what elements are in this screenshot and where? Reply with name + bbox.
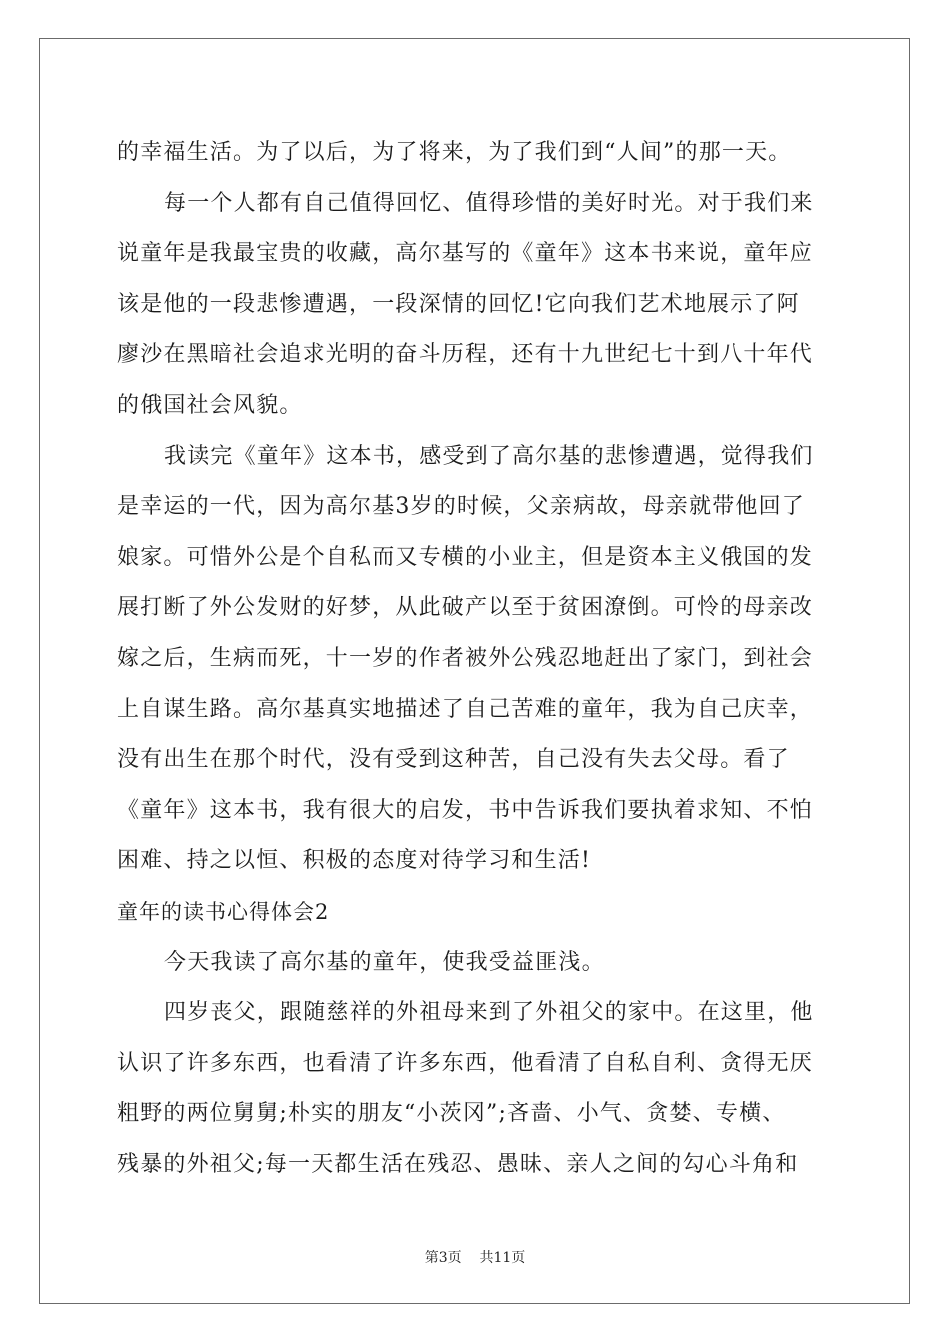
text-line: 残暴的外祖父;每一天都生活在残忍、愚昧、亲人之间的勾心斗角和 xyxy=(117,1151,799,1177)
text-line: 说童年是我最宝贵的收藏，高尔基写的《童年》这本书来说，童年应 xyxy=(117,241,814,267)
text-line: 嫁之后，生病而死，十一岁的作者被外公残忍地赶出了家门，到社会 xyxy=(117,645,814,671)
text-line: 的幸福生活。为了以后，为了将来，为了我们到“人间”的那一天。 xyxy=(117,140,792,165)
page-number: 第3页 xyxy=(424,1250,462,1266)
page-total: 共11页 xyxy=(479,1250,526,1266)
text-line: 是幸运的一代，因为高尔基3岁的时候，父亲病故，母亲就带他回了 xyxy=(117,494,805,520)
text-line: 困难、持之以恒、积极的态度对待学习和生活! xyxy=(117,848,592,874)
text-line: 廖沙在黑暗社会追求光明的奋斗历程，还有十九世纪七十到八十年代 xyxy=(117,342,814,368)
text-line: 今天我读了高尔基的童年，使我受益匪浅。 xyxy=(164,949,605,975)
text-line: 没有出生在那个时代，没有受到这种苦，自己没有失去父母。看了 xyxy=(117,747,790,773)
text-line: 我读完《童年》这本书，感受到了高尔基的悲惨遭遇，觉得我们 xyxy=(164,443,814,469)
text-line: 每一个人都有自己值得回忆、值得珍惜的美好时光。对于我们来 xyxy=(164,190,814,216)
text-line: 粗野的两位舅舅;朴实的朋友“小茨冈”;吝啬、小气、贪婪、专横、 xyxy=(117,1101,786,1127)
text-line: 的俄国社会风貌。 xyxy=(117,392,303,418)
text-line: 展打断了外公发财的好梦，从此破产以至于贫困潦倒。可怜的母亲改 xyxy=(117,595,814,621)
text-line: 认识了许多东西，也看清了许多东西，他看清了自私自利、贪得无厌 xyxy=(117,1050,814,1076)
text-line: 《童年》这本书，我有很大的启发，书中告诉我们要执着求知、不怕 xyxy=(117,797,814,823)
document-body xyxy=(117,128,837,1190)
text-line: 上自谋生路。高尔基真实地描述了自己苦难的童年，我为自己庆幸， xyxy=(117,696,814,722)
text-line: 四岁丧父，跟随慈祥的外祖母来到了外祖父的家中。在这里，他 xyxy=(164,1000,814,1026)
text-line: 娘家。可惜外公是个自私而又专横的小业主，但是资本主义俄国的发 xyxy=(117,544,814,570)
section-heading: 童年的读书心得体会2 xyxy=(117,899,330,924)
page-footer xyxy=(0,1247,950,1267)
text-line: 该是他的一段悲惨遭遇，一段深情的回忆!它向我们艺术地展示了阿 xyxy=(117,291,800,317)
